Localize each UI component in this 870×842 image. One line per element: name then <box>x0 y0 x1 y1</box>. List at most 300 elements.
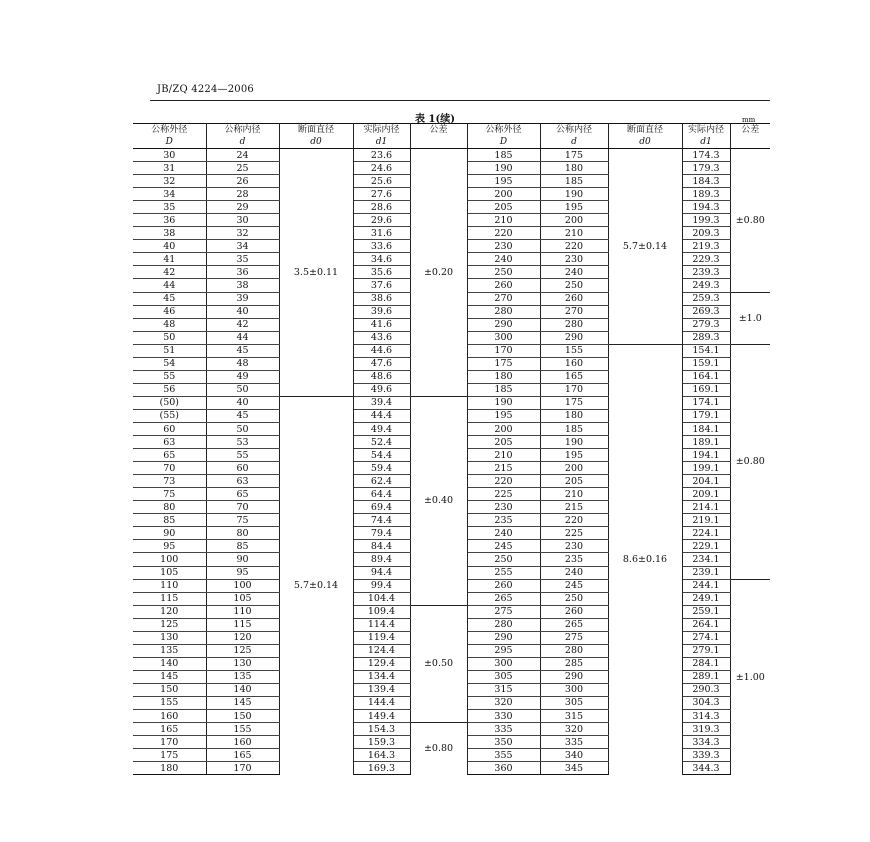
outer-diameter-cell: 175 <box>133 749 206 762</box>
inner-diameter-cell: 315 <box>540 710 608 723</box>
header-cell: 公称内径 <box>540 124 608 137</box>
inner-diameter-cell: 210 <box>540 488 608 501</box>
inner-diameter-cell: 45 <box>206 344 279 357</box>
outer-diameter-cell: 115 <box>133 592 206 605</box>
outer-diameter-cell: 265 <box>467 592 540 605</box>
actual-inner-diameter-cell: 174.3 <box>682 149 730 162</box>
outer-diameter-cell: 34 <box>133 188 206 201</box>
actual-inner-diameter-cell: 27.6 <box>353 188 410 201</box>
actual-inner-diameter-cell: 34.6 <box>353 253 410 266</box>
outer-diameter-cell: 95 <box>133 540 206 553</box>
inner-diameter-cell: 290 <box>540 331 608 344</box>
outer-diameter-cell: 295 <box>467 644 540 657</box>
inner-diameter-cell: 320 <box>540 723 608 736</box>
tolerance-cell: ±0.80 <box>730 344 770 579</box>
symbol-cell: d1 <box>682 136 730 149</box>
actual-inner-diameter-cell: 52.4 <box>353 436 410 449</box>
actual-inner-diameter-cell: 224.1 <box>682 527 730 540</box>
actual-inner-diameter-cell: 290.3 <box>682 683 730 696</box>
actual-inner-diameter-cell: 209.3 <box>682 227 730 240</box>
inner-diameter-cell: 275 <box>540 631 608 644</box>
outer-diameter-cell: 210 <box>467 449 540 462</box>
actual-inner-diameter-cell: 239.1 <box>682 566 730 579</box>
outer-diameter-cell: 54 <box>133 357 206 370</box>
actual-inner-diameter-cell: 23.6 <box>353 149 410 162</box>
inner-diameter-cell: 230 <box>540 253 608 266</box>
actual-inner-diameter-cell: 319.3 <box>682 723 730 736</box>
actual-inner-diameter-cell: 334.3 <box>682 736 730 749</box>
outer-diameter-cell: 41 <box>133 253 206 266</box>
section-diameter-cell: 3.5±0.11 <box>279 149 353 397</box>
inner-diameter-cell: 200 <box>540 462 608 475</box>
actual-inner-diameter-cell: 194.3 <box>682 201 730 214</box>
inner-diameter-cell: 250 <box>540 592 608 605</box>
outer-diameter-cell: 145 <box>133 670 206 683</box>
actual-inner-diameter-cell: 159.1 <box>682 357 730 370</box>
actual-inner-diameter-cell: 194.1 <box>682 449 730 462</box>
actual-inner-diameter-cell: 44.6 <box>353 344 410 357</box>
actual-inner-diameter-cell: 179.1 <box>682 409 730 422</box>
actual-inner-diameter-cell: 43.6 <box>353 331 410 344</box>
inner-diameter-cell: 225 <box>540 527 608 540</box>
inner-diameter-cell: 265 <box>540 618 608 631</box>
actual-inner-diameter-cell: 129.4 <box>353 657 410 670</box>
outer-diameter-cell: 42 <box>133 266 206 279</box>
outer-diameter-cell: 150 <box>133 683 206 696</box>
actual-inner-diameter-cell: 189.3 <box>682 188 730 201</box>
actual-inner-diameter-cell: 39.6 <box>353 305 410 318</box>
outer-diameter-cell: 130 <box>133 631 206 644</box>
inner-diameter-cell: 95 <box>206 566 279 579</box>
outer-diameter-cell: 280 <box>467 618 540 631</box>
inner-diameter-cell: 100 <box>206 579 279 592</box>
actual-inner-diameter-cell: 259.3 <box>682 292 730 305</box>
inner-diameter-cell: 39 <box>206 292 279 305</box>
inner-diameter-cell: 150 <box>206 710 279 723</box>
inner-diameter-cell: 345 <box>540 762 608 775</box>
actual-inner-diameter-cell: 29.6 <box>353 214 410 227</box>
outer-diameter-cell: 190 <box>467 162 540 175</box>
outer-diameter-cell: 200 <box>467 422 540 435</box>
header-row-names <box>133 124 770 137</box>
inner-diameter-cell: 110 <box>206 605 279 618</box>
inner-diameter-cell: 250 <box>540 279 608 292</box>
section-diameter-cell: 5.7±0.14 <box>608 149 682 345</box>
outer-diameter-cell: 44 <box>133 279 206 292</box>
actual-inner-diameter-cell: 109.4 <box>353 605 410 618</box>
outer-diameter-cell: 36 <box>133 214 206 227</box>
inner-diameter-cell: 135 <box>206 670 279 683</box>
header-cell: 实际内径 <box>353 124 410 137</box>
actual-inner-diameter-cell: 124.4 <box>353 644 410 657</box>
outer-diameter-cell: 56 <box>133 383 206 396</box>
actual-inner-diameter-cell: 31.6 <box>353 227 410 240</box>
actual-inner-diameter-cell: 184.1 <box>682 422 730 435</box>
outer-diameter-cell: 63 <box>133 436 206 449</box>
inner-diameter-cell: 285 <box>540 657 608 670</box>
actual-inner-diameter-cell: 79.4 <box>353 527 410 540</box>
tolerance-cell: ±1.0 <box>730 292 770 344</box>
header-rule <box>150 100 770 101</box>
actual-inner-diameter-cell: 39.4 <box>353 396 410 409</box>
actual-inner-diameter-cell: 62.4 <box>353 475 410 488</box>
outer-diameter-cell: 250 <box>467 553 540 566</box>
outer-diameter-cell: (55) <box>133 409 206 422</box>
outer-diameter-cell: 205 <box>467 201 540 214</box>
actual-inner-diameter-cell: 259.1 <box>682 605 730 618</box>
header-cell: 公差 <box>410 124 467 137</box>
outer-diameter-cell: 55 <box>133 370 206 383</box>
inner-diameter-cell: 70 <box>206 501 279 514</box>
actual-inner-diameter-cell: 89.4 <box>353 553 410 566</box>
actual-inner-diameter-cell: 174.1 <box>682 396 730 409</box>
actual-inner-diameter-cell: 94.4 <box>353 566 410 579</box>
actual-inner-diameter-cell: 314.3 <box>682 710 730 723</box>
actual-inner-diameter-cell: 104.4 <box>353 592 410 605</box>
tolerance-cell: ±0.50 <box>410 605 467 722</box>
symbol-cell: d <box>540 136 608 149</box>
inner-diameter-cell: 340 <box>540 749 608 762</box>
outer-diameter-cell: 70 <box>133 462 206 475</box>
outer-diameter-cell: 215 <box>467 462 540 475</box>
outer-diameter-cell: 305 <box>467 670 540 683</box>
outer-diameter-cell: 135 <box>133 644 206 657</box>
inner-diameter-cell: 180 <box>540 162 608 175</box>
actual-inner-diameter-cell: 41.6 <box>353 318 410 331</box>
inner-diameter-cell: 335 <box>540 736 608 749</box>
symbol-cell <box>730 136 770 149</box>
outer-diameter-cell: 120 <box>133 605 206 618</box>
outer-diameter-cell: 275 <box>467 605 540 618</box>
actual-inner-diameter-cell: 54.4 <box>353 449 410 462</box>
inner-diameter-cell: 38 <box>206 279 279 292</box>
actual-inner-diameter-cell: 199.1 <box>682 462 730 475</box>
header-cell: 实际内径 <box>682 124 730 137</box>
outer-diameter-cell: 210 <box>467 214 540 227</box>
actual-inner-diameter-cell: 244.1 <box>682 579 730 592</box>
dimensions-table <box>133 123 770 775</box>
inner-diameter-cell: 75 <box>206 514 279 527</box>
symbol-cell: d1 <box>353 136 410 149</box>
inner-diameter-cell: 260 <box>540 292 608 305</box>
header-cell: 公称内径 <box>206 124 279 137</box>
outer-diameter-cell: 65 <box>133 449 206 462</box>
outer-diameter-cell: 85 <box>133 514 206 527</box>
actual-inner-diameter-cell: 169.3 <box>353 762 410 775</box>
outer-diameter-cell: 335 <box>467 723 540 736</box>
actual-inner-diameter-cell: 25.6 <box>353 175 410 188</box>
actual-inner-diameter-cell: 139.4 <box>353 683 410 696</box>
actual-inner-diameter-cell: 154.3 <box>353 723 410 736</box>
actual-inner-diameter-cell: 264.1 <box>682 618 730 631</box>
inner-diameter-cell: 30 <box>206 214 279 227</box>
actual-inner-diameter-cell: 249.1 <box>682 592 730 605</box>
actual-inner-diameter-cell: 119.4 <box>353 631 410 644</box>
inner-diameter-cell: 280 <box>540 644 608 657</box>
inner-diameter-cell: 65 <box>206 488 279 501</box>
actual-inner-diameter-cell: 229.1 <box>682 540 730 553</box>
inner-diameter-cell: 220 <box>540 240 608 253</box>
outer-diameter-cell: 80 <box>133 501 206 514</box>
actual-inner-diameter-cell: 134.4 <box>353 670 410 683</box>
outer-diameter-cell: 155 <box>133 696 206 709</box>
inner-diameter-cell: 235 <box>540 553 608 566</box>
inner-diameter-cell: 49 <box>206 370 279 383</box>
outer-diameter-cell: 100 <box>133 553 206 566</box>
actual-inner-diameter-cell: 24.6 <box>353 162 410 175</box>
inner-diameter-cell: 80 <box>206 527 279 540</box>
outer-diameter-cell: 60 <box>133 422 206 435</box>
actual-inner-diameter-cell: 69.4 <box>353 501 410 514</box>
actual-inner-diameter-cell: 35.6 <box>353 266 410 279</box>
inner-diameter-cell: 105 <box>206 592 279 605</box>
tolerance-cell: ±0.80 <box>730 149 770 293</box>
outer-diameter-cell: 30 <box>133 149 206 162</box>
inner-diameter-cell: 290 <box>540 670 608 683</box>
symbol-cell: d0 <box>608 136 682 149</box>
outer-diameter-cell: (50) <box>133 396 206 409</box>
inner-diameter-cell: 230 <box>540 540 608 553</box>
symbol-cell: D <box>467 136 540 149</box>
inner-diameter-cell: 305 <box>540 696 608 709</box>
symbol-cell: D <box>133 136 206 149</box>
outer-diameter-cell: 32 <box>133 175 206 188</box>
outer-diameter-cell: 290 <box>467 318 540 331</box>
inner-diameter-cell: 63 <box>206 475 279 488</box>
actual-inner-diameter-cell: 149.4 <box>353 710 410 723</box>
inner-diameter-cell: 28 <box>206 188 279 201</box>
actual-inner-diameter-cell: 47.6 <box>353 357 410 370</box>
inner-diameter-cell: 35 <box>206 253 279 266</box>
symbol-cell: d0 <box>279 136 353 149</box>
inner-diameter-cell: 195 <box>540 449 608 462</box>
outer-diameter-cell: 255 <box>467 566 540 579</box>
outer-diameter-cell: 200 <box>467 188 540 201</box>
inner-diameter-cell: 215 <box>540 501 608 514</box>
actual-inner-diameter-cell: 184.3 <box>682 175 730 188</box>
outer-diameter-cell: 300 <box>467 657 540 670</box>
outer-diameter-cell: 160 <box>133 710 206 723</box>
actual-inner-diameter-cell: 74.4 <box>353 514 410 527</box>
outer-diameter-cell: 330 <box>467 710 540 723</box>
actual-inner-diameter-cell: 344.3 <box>682 762 730 775</box>
header-cell: 公差 <box>730 124 770 137</box>
tolerance-cell: ±0.40 <box>410 396 467 605</box>
inner-diameter-cell: 205 <box>540 475 608 488</box>
actual-inner-diameter-cell: 229.3 <box>682 253 730 266</box>
inner-diameter-cell: 220 <box>540 514 608 527</box>
outer-diameter-cell: 360 <box>467 762 540 775</box>
outer-diameter-cell: 48 <box>133 318 206 331</box>
actual-inner-diameter-cell: 284.1 <box>682 657 730 670</box>
outer-diameter-cell: 165 <box>133 723 206 736</box>
table-caption: 表 1(续) <box>415 114 455 125</box>
header-cell: 断面直径 <box>279 124 353 137</box>
inner-diameter-cell: 25 <box>206 162 279 175</box>
outer-diameter-cell: 225 <box>467 488 540 501</box>
outer-diameter-cell: 185 <box>467 149 540 162</box>
inner-diameter-cell: 155 <box>540 344 608 357</box>
actual-inner-diameter-cell: 249.3 <box>682 279 730 292</box>
inner-diameter-cell: 44 <box>206 331 279 344</box>
inner-diameter-cell: 170 <box>540 383 608 396</box>
outer-diameter-cell: 300 <box>467 331 540 344</box>
outer-diameter-cell: 260 <box>467 279 540 292</box>
document-id: JB/ZQ 4224—2006 <box>157 84 254 95</box>
outer-diameter-cell: 170 <box>467 344 540 357</box>
outer-diameter-cell: 220 <box>467 227 540 240</box>
outer-diameter-cell: 105 <box>133 566 206 579</box>
outer-diameter-cell: 31 <box>133 162 206 175</box>
inner-diameter-cell: 175 <box>540 396 608 409</box>
outer-diameter-cell: 195 <box>467 409 540 422</box>
actual-inner-diameter-cell: 114.4 <box>353 618 410 631</box>
header-row-symbols <box>133 136 770 149</box>
actual-inner-diameter-cell: 189.1 <box>682 436 730 449</box>
inner-diameter-cell: 42 <box>206 318 279 331</box>
inner-diameter-cell: 50 <box>206 422 279 435</box>
outer-diameter-cell: 35 <box>133 201 206 214</box>
outer-diameter-cell: 180 <box>467 370 540 383</box>
inner-diameter-cell: 53 <box>206 436 279 449</box>
actual-inner-diameter-cell: 279.1 <box>682 644 730 657</box>
actual-inner-diameter-cell: 279.3 <box>682 318 730 331</box>
actual-inner-diameter-cell: 44.4 <box>353 409 410 422</box>
inner-diameter-cell: 240 <box>540 566 608 579</box>
actual-inner-diameter-cell: 269.3 <box>682 305 730 318</box>
outer-diameter-cell: 45 <box>133 292 206 305</box>
actual-inner-diameter-cell: 209.1 <box>682 488 730 501</box>
outer-diameter-cell: 260 <box>467 579 540 592</box>
inner-diameter-cell: 29 <box>206 201 279 214</box>
actual-inner-diameter-cell: 339.3 <box>682 749 730 762</box>
inner-diameter-cell: 180 <box>540 409 608 422</box>
inner-diameter-cell: 280 <box>540 318 608 331</box>
outer-diameter-cell: 46 <box>133 305 206 318</box>
inner-diameter-cell: 34 <box>206 240 279 253</box>
outer-diameter-cell: 140 <box>133 657 206 670</box>
actual-inner-diameter-cell: 59.4 <box>353 462 410 475</box>
inner-diameter-cell: 160 <box>206 736 279 749</box>
outer-diameter-cell: 90 <box>133 527 206 540</box>
symbol-cell <box>410 136 467 149</box>
actual-inner-diameter-cell: 179.3 <box>682 162 730 175</box>
actual-inner-diameter-cell: 164.1 <box>682 370 730 383</box>
section-diameter-cell: 5.7±0.14 <box>279 396 353 774</box>
outer-diameter-cell: 40 <box>133 240 206 253</box>
outer-diameter-cell: 240 <box>467 253 540 266</box>
actual-inner-diameter-cell: 274.1 <box>682 631 730 644</box>
outer-diameter-cell: 73 <box>133 475 206 488</box>
inner-diameter-cell: 160 <box>540 357 608 370</box>
inner-diameter-cell: 130 <box>206 657 279 670</box>
inner-diameter-cell: 40 <box>206 305 279 318</box>
inner-diameter-cell: 50 <box>206 383 279 396</box>
inner-diameter-cell: 55 <box>206 449 279 462</box>
inner-diameter-cell: 200 <box>540 214 608 227</box>
inner-diameter-cell: 175 <box>540 149 608 162</box>
outer-diameter-cell: 170 <box>133 736 206 749</box>
actual-inner-diameter-cell: 289.3 <box>682 331 730 344</box>
outer-diameter-cell: 38 <box>133 227 206 240</box>
inner-diameter-cell: 195 <box>540 201 608 214</box>
outer-diameter-cell: 220 <box>467 475 540 488</box>
actual-inner-diameter-cell: 204.1 <box>682 475 730 488</box>
tolerance-cell: ±0.20 <box>410 149 467 397</box>
inner-diameter-cell: 190 <box>540 188 608 201</box>
outer-diameter-cell: 180 <box>133 762 206 775</box>
actual-inner-diameter-cell: 49.6 <box>353 383 410 396</box>
inner-diameter-cell: 260 <box>540 605 608 618</box>
actual-inner-diameter-cell: 169.1 <box>682 383 730 396</box>
outer-diameter-cell: 190 <box>467 396 540 409</box>
inner-diameter-cell: 190 <box>540 436 608 449</box>
outer-diameter-cell: 320 <box>467 696 540 709</box>
actual-inner-diameter-cell: 159.3 <box>353 736 410 749</box>
actual-inner-diameter-cell: 234.1 <box>682 553 730 566</box>
outer-diameter-cell: 195 <box>467 175 540 188</box>
tolerance-cell: ±1.00 <box>730 579 770 775</box>
actual-inner-diameter-cell: 214.1 <box>682 501 730 514</box>
outer-diameter-cell: 250 <box>467 266 540 279</box>
header-cell: 公称外径 <box>133 124 206 137</box>
actual-inner-diameter-cell: 154.1 <box>682 344 730 357</box>
outer-diameter-cell: 245 <box>467 540 540 553</box>
inner-diameter-cell: 90 <box>206 553 279 566</box>
inner-diameter-cell: 40 <box>206 396 279 409</box>
table-body <box>133 124 770 775</box>
actual-inner-diameter-cell: 219.3 <box>682 240 730 253</box>
actual-inner-diameter-cell: 84.4 <box>353 540 410 553</box>
inner-diameter-cell: 24 <box>206 149 279 162</box>
actual-inner-diameter-cell: 64.4 <box>353 488 410 501</box>
inner-diameter-cell: 270 <box>540 305 608 318</box>
actual-inner-diameter-cell: 164.3 <box>353 749 410 762</box>
outer-diameter-cell: 125 <box>133 618 206 631</box>
actual-inner-diameter-cell: 33.6 <box>353 240 410 253</box>
inner-diameter-cell: 140 <box>206 683 279 696</box>
outer-diameter-cell: 230 <box>467 501 540 514</box>
outer-diameter-cell: 270 <box>467 292 540 305</box>
actual-inner-diameter-cell: 99.4 <box>353 579 410 592</box>
actual-inner-diameter-cell: 37.6 <box>353 279 410 292</box>
inner-diameter-cell: 60 <box>206 462 279 475</box>
inner-diameter-cell: 115 <box>206 618 279 631</box>
symbol-cell: d <box>206 136 279 149</box>
inner-diameter-cell: 170 <box>206 762 279 775</box>
inner-diameter-cell: 185 <box>540 175 608 188</box>
inner-diameter-cell: 32 <box>206 227 279 240</box>
actual-inner-diameter-cell: 239.3 <box>682 266 730 279</box>
inner-diameter-cell: 185 <box>540 422 608 435</box>
outer-diameter-cell: 205 <box>467 436 540 449</box>
inner-diameter-cell: 300 <box>540 683 608 696</box>
inner-diameter-cell: 26 <box>206 175 279 188</box>
outer-diameter-cell: 51 <box>133 344 206 357</box>
header-cell: 公称外径 <box>467 124 540 137</box>
actual-inner-diameter-cell: 304.3 <box>682 696 730 709</box>
actual-inner-diameter-cell: 28.6 <box>353 201 410 214</box>
inner-diameter-cell: 48 <box>206 357 279 370</box>
inner-diameter-cell: 45 <box>206 409 279 422</box>
outer-diameter-cell: 240 <box>467 527 540 540</box>
actual-inner-diameter-cell: 289.1 <box>682 670 730 683</box>
outer-diameter-cell: 75 <box>133 488 206 501</box>
actual-inner-diameter-cell: 49.4 <box>353 422 410 435</box>
inner-diameter-cell: 155 <box>206 723 279 736</box>
outer-diameter-cell: 235 <box>467 514 540 527</box>
actual-inner-diameter-cell: 144.4 <box>353 696 410 709</box>
